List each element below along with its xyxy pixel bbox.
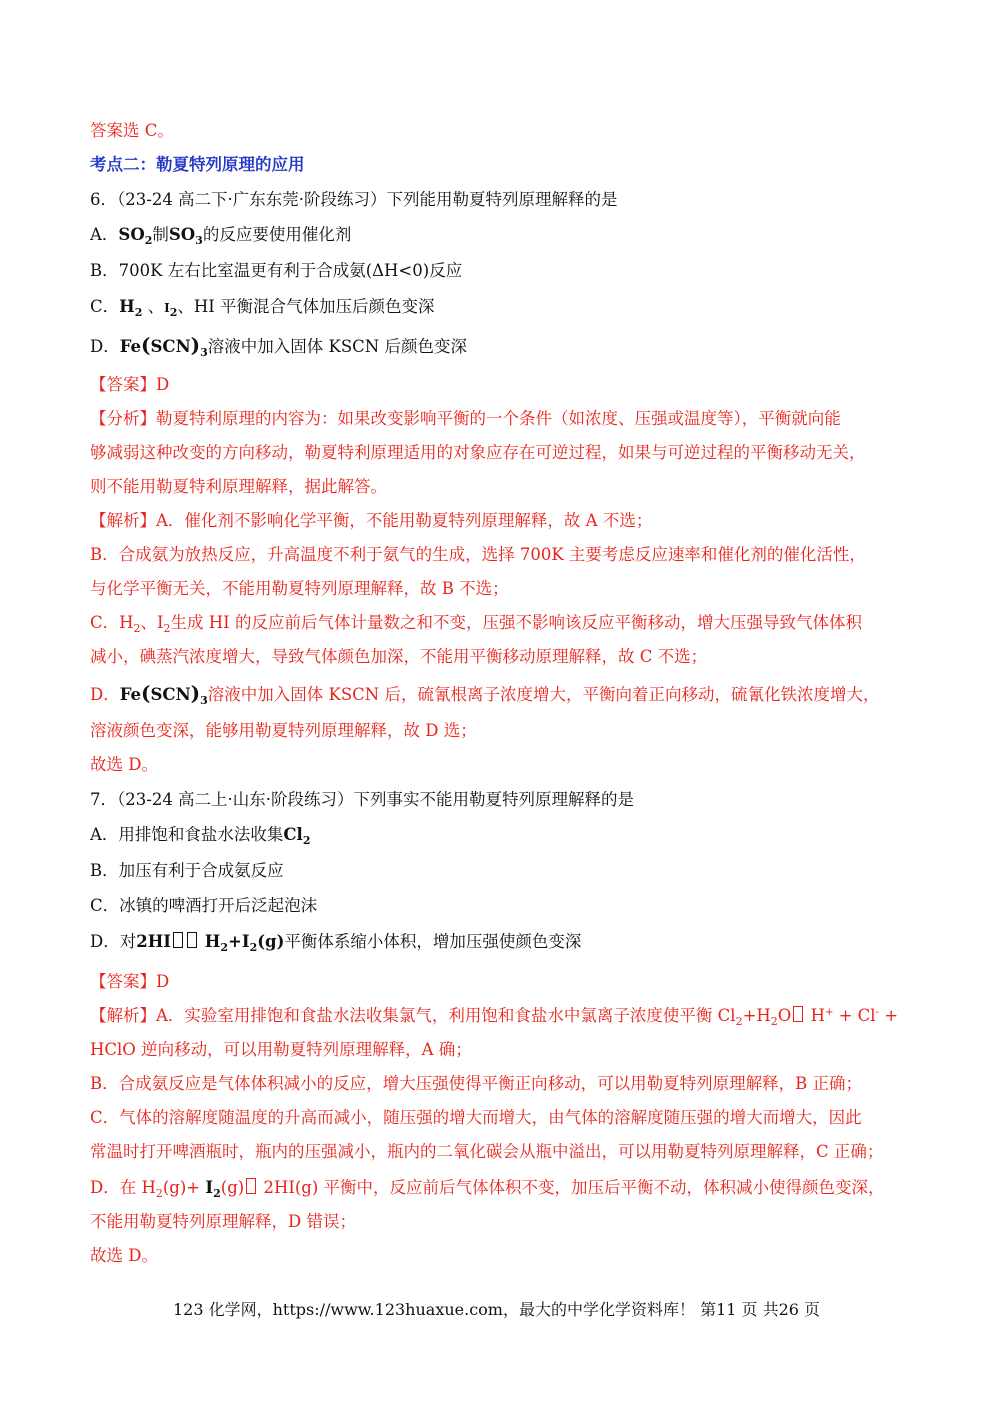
- formula-cl2: $Cl_2$: [283, 825, 311, 847]
- q6-explain-d1: D．$Fe(SCN)_3$溶液中加入固体 KSCN 后，硫氰根离子浓度增大，平衡向着正向移动，硫氰化铁浓度增大，: [90, 681, 880, 707]
- q6-option-a: [90, 224, 351, 246]
- answer-value: D: [156, 972, 170, 991]
- q7-option-d: [90, 931, 581, 953]
- formula-h2: $H_2$: [119, 297, 143, 319]
- section-heading: 考点二：勒夏特列原理的应用: [90, 155, 305, 174]
- q6-analysis-3: 则不能用勒夏特利原理解释，据此解答。: [90, 477, 387, 496]
- q7-explain-d1-prefix: D．在: [90, 1178, 137, 1197]
- q6-explain-b2: 与化学平衡无关，不能用勒夏特列原理解释，故 B 不选；: [90, 579, 509, 598]
- q6-conclusion: 故选 D。: [90, 755, 158, 774]
- q7-option-b: B．加压有利于合成氨反应: [90, 861, 284, 880]
- q7-explain-c2: 常温时打开啤酒瓶时，瓶内的压强减小，瓶内的二氧化碳会从瓶中溢出，可以用勒夏特列原理解释，C 正确；: [90, 1142, 884, 1161]
- formula-fe-scn: $Fe(SCN)_3$: [119, 333, 208, 359]
- formula-fe-scn-2: $Fe(SCN)_3$: [119, 681, 208, 707]
- answer-line: 答案选 C。: [90, 121, 174, 140]
- page-footer: 123 化学网，https://www.123huaxue.com，最大的中学化学资料库！ 第11 页 共26 页: [172, 1300, 821, 1319]
- answer-tag: 【答案】: [90, 972, 156, 991]
- q6-option-b: B．700K 左右比室温更有利于合成氨(ΔH<0)反应: [90, 261, 463, 280]
- answer-value: D: [156, 375, 170, 394]
- q7-explain-d1: D．在 $H_2(g)+ I_2(g)$ 2HI(g) 平衡中，反应前后气体体积不变，加压后平衡不动，体积减小使得颜色变深，: [90, 1178, 885, 1200]
- q6-explain-c2: 减小，碘蒸汽浓度增大，导致气体颜色加深，不能用平衡移动原理解释，故 C 不选；: [90, 647, 708, 666]
- q7-conclusion: 故选 D。: [90, 1246, 158, 1265]
- q6-d-prefix: D．: [90, 337, 120, 356]
- q7-explain-d2: 不能用勒夏特列原理解释，D 错误；: [90, 1212, 356, 1231]
- q7-explain-d1-text: 2HI(g) 平衡中，反应前后气体体积不变，加压后平衡不动，体积减小使得颜色变深，: [263, 1178, 885, 1197]
- q7-explain-b: B．合成氨反应是气体体积减小的反应，增大压强使得平衡正向移动，可以用勒夏特列原理解释，B 正确；: [90, 1074, 862, 1093]
- q7-explain-a2: HClO 逆向移动，可以用勒夏特列原理解释，A 确；: [90, 1040, 472, 1059]
- q7-explain-a1-text: 【解析】A．实验室用排饱和食盐水法收集氯气，利用饱和食盐水中氯离子浓度使平衡: [90, 1006, 713, 1025]
- q6-stem: 6．（23-24 高二下·广东东莞·阶段练习）下列能用勒夏特列原理解释的是: [90, 190, 618, 209]
- q7-stem: 7．（23-24 高二上·山东·阶段练习）下列事实不能用勒夏特列原理解释的是: [90, 790, 635, 809]
- formula-i2-g: $I_2$: [205, 1178, 221, 1200]
- q6-a-suffix: 的反应要使用催化剂: [202, 225, 352, 244]
- formula-so3: $SO_3$: [168, 225, 203, 247]
- q7-answer: [90, 971, 169, 993]
- formula-i2: $I_2$: [164, 301, 178, 319]
- q6-analysis-2: 够减弱这种改变的方向移动，勒夏特利原理适用的对象应存在可逆过程，如果与可逆过程的平衡移动无关，: [90, 443, 866, 462]
- q6-analysis-1: 【分析】勒夏特利原理的内容为：如果改变影响平衡的一个条件（如浓度、压强或温度等），平衡就向能: [90, 409, 841, 428]
- q6-d-suffix: 溶液中加入固体 KSCN 后颜色变深: [207, 337, 467, 356]
- answer-tag: 【答案】: [90, 375, 156, 394]
- q6-explain-c1-text: 生成 HI 的反应前后气体计量数之和不变，压强不影响该反应平衡移动，增大压强导致气体体积: [170, 613, 862, 632]
- q7-option-a: [90, 824, 310, 846]
- q7-a-text: A．用排饱和食盐水法收集: [90, 825, 284, 844]
- q6-a-prefix: A．: [90, 225, 119, 244]
- q7-d-prefix: D．对: [90, 932, 137, 951]
- formula-so2: $SO_2$: [118, 225, 153, 247]
- q6-explain-d1-text: 溶液中加入固体 KSCN 后，硫氰根离子浓度增大，平衡向着正向移动，硫氰化铁浓度增大，: [207, 685, 880, 704]
- formula-2hi-equilibrium: 2HI $H_2+I_2(g)$: [136, 932, 285, 954]
- q7-option-c: C．冰镇的啤酒打开后泛起泡沫: [90, 896, 318, 915]
- q6-a-mid: 制: [152, 225, 169, 244]
- q6-c-suffix: 、HI 平衡混合气体加压后颜色变深: [177, 297, 435, 316]
- q7-explain-a1: 【解析】A．实验室用排饱和食盐水法收集氯气，利用饱和食盐水中氯离子浓度使平衡 $Cl_2+H_2O$ H+ + Cl- +: [90, 1006, 899, 1028]
- q6-option-c: C．$H_2$ 、$I_2$、HI 平衡混合气体加压后颜色变深: [90, 297, 435, 319]
- q6-explain-b1: B．合成氨为放热反应，升高温度不利于氨气的生成，选择 700K 主要考虑反应速率和催化剂的催化活性，: [90, 545, 866, 564]
- q6-explain-d2: 溶液颜色变深，能够用勒夏特列原理解释，故 D 选；: [90, 721, 477, 740]
- q7-d-suffix: 平衡体系缩小体积，增加压强使颜色变深: [284, 932, 582, 951]
- q6-explain-a: 【解析】A．催化剂不影响化学平衡，不能用勒夏特列原理解释，故 A 不选；: [90, 511, 653, 530]
- q6-c-prefix: C．: [90, 297, 120, 316]
- q6-option-d: [90, 334, 467, 358]
- q6-explain-c1: C．$H_2$、$I_2$生成 HI 的反应前后气体计量数之和不变，压强不影响该反应平衡移动，增大压强导致气体体积: [90, 613, 862, 635]
- q6-answer: [90, 374, 169, 396]
- q7-explain-c1: C．气体的溶解度随温度的升高而减小，随压强的增大而增大，由气体的溶解度随压强的增大而增大，因此: [90, 1108, 862, 1127]
